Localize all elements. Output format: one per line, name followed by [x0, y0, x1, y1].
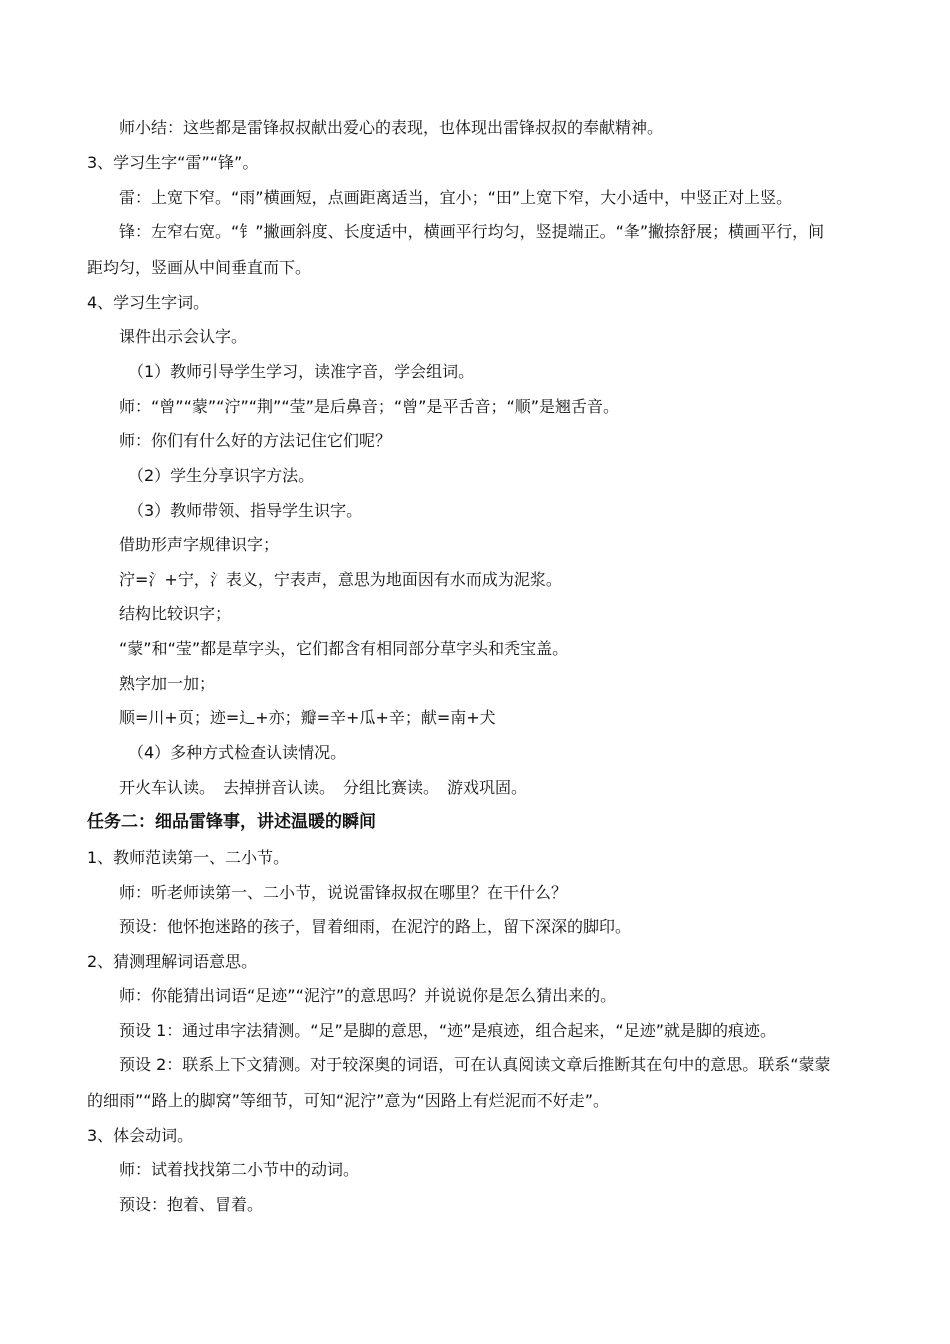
teacher-summary: 师小结：这些都是雷锋叔叔献出爱心的表现，也体现出雷锋叔叔的奉献精神。	[119, 118, 664, 137]
radical-comparison: “蒙”和“莹”都是草字头，它们都含有相同部分草字头和秃宝盖。	[119, 639, 569, 658]
sub-step-2: （2）学生分享识字方法。	[128, 466, 315, 485]
method-structure: 结构比较识字；	[119, 604, 232, 623]
char-feng-guide-cont: 距均匀，竖画从中间垂直而下。	[87, 258, 312, 277]
teacher-question: 师：你们有什么好的方法记住它们呢？	[119, 431, 392, 450]
preset-2-guess: 预设 2：联系上下文猜测。对于较深奥的词语，可在认真阅读文章后推断其在句中的意思。联系“蒙蒙	[119, 1055, 831, 1074]
char-lei-guide: 雷：上宽下窄。“雨”横画短，点画距离适当，宜小；“田”上宽下窄，大小适中，中竖正对上竖。	[119, 188, 793, 207]
char-feng-guide: 锋：左窄右宽。“钅”撇画斜度、长度适中，横画平行均匀，竖提端正。“夆”撇捺舒展；横画平行，间	[119, 222, 825, 241]
method-phonetic: 借助形声字规律识字；	[119, 535, 280, 554]
sub-step-4: （4）多种方式检查认读情况。	[128, 743, 347, 762]
task2-step-2: 2、猜测理解词语意思。	[87, 952, 258, 971]
preset-verbs: 预设：抱着、冒着。	[119, 1195, 264, 1214]
preset-2-guess-cont: 的细雨”“路上的脚窝”等细节，可知“泥泞”意为“因路上有烂泥而不好走”。	[87, 1091, 610, 1110]
task2-step-1: 1、教师范读第一、二小节。	[87, 848, 290, 867]
sub-step-3: （3）教师带领、指导学生识字。	[128, 501, 363, 520]
step-4-heading: 4、学习生字词。	[87, 293, 210, 312]
step-3-heading: 3、学习生字“雷”“锋”。	[87, 153, 259, 172]
teacher-prompt-verbs: 师：试着找找第二小节中的动词。	[119, 1160, 360, 1179]
preset-1-guess: 预设 1：通过串字法猜测。“足”是脚的意思，“迹”是痕迹，组合起来，“足迹”就是脚的痕迹。	[119, 1021, 777, 1040]
teacher-prompt-guess: 师：你能猜出词语“足迹”“泥泞”的意思吗？并说说你是怎么猜出来的。	[119, 986, 617, 1005]
task2-step-3: 3、体会动词。	[87, 1126, 194, 1145]
char-addition-examples: 顺=川+页；迹=辶+亦；瓣=辛+瓜+辛；献=南+犬	[119, 708, 496, 727]
sub-step-1: （1）教师引导学生学习，读准字音，学会组词。	[128, 362, 475, 381]
method-addition: 熟字加一加；	[119, 674, 216, 693]
pronunciation-note: 师：“曾”“蒙”“泞”“荆”“莹”是后鼻音；“曾”是平舌音；“顺”是翘舌音。	[119, 397, 620, 416]
courseware-note: 课件出示会认字。	[119, 327, 248, 346]
teacher-prompt-listen: 师：听老师读第一、二小节，说说雷锋叔叔在哪里？在干什么？	[119, 883, 568, 902]
preset-answer-1: 预设：他怀抱迷路的孩子，冒着细雨，在泥泞的路上，留下深深的脚印。	[119, 917, 632, 936]
task-2-heading: 任务二：细品雷锋事，讲述温暖的瞬间	[87, 812, 376, 832]
reading-activities: 开火车认读。 去掉拼音认读。 分组比赛读。 游戏巩固。	[119, 778, 528, 797]
ning-explanation: 泞=氵+宁，氵表义，宁表声，意思为地面因有水而成为泥浆。	[119, 570, 562, 589]
